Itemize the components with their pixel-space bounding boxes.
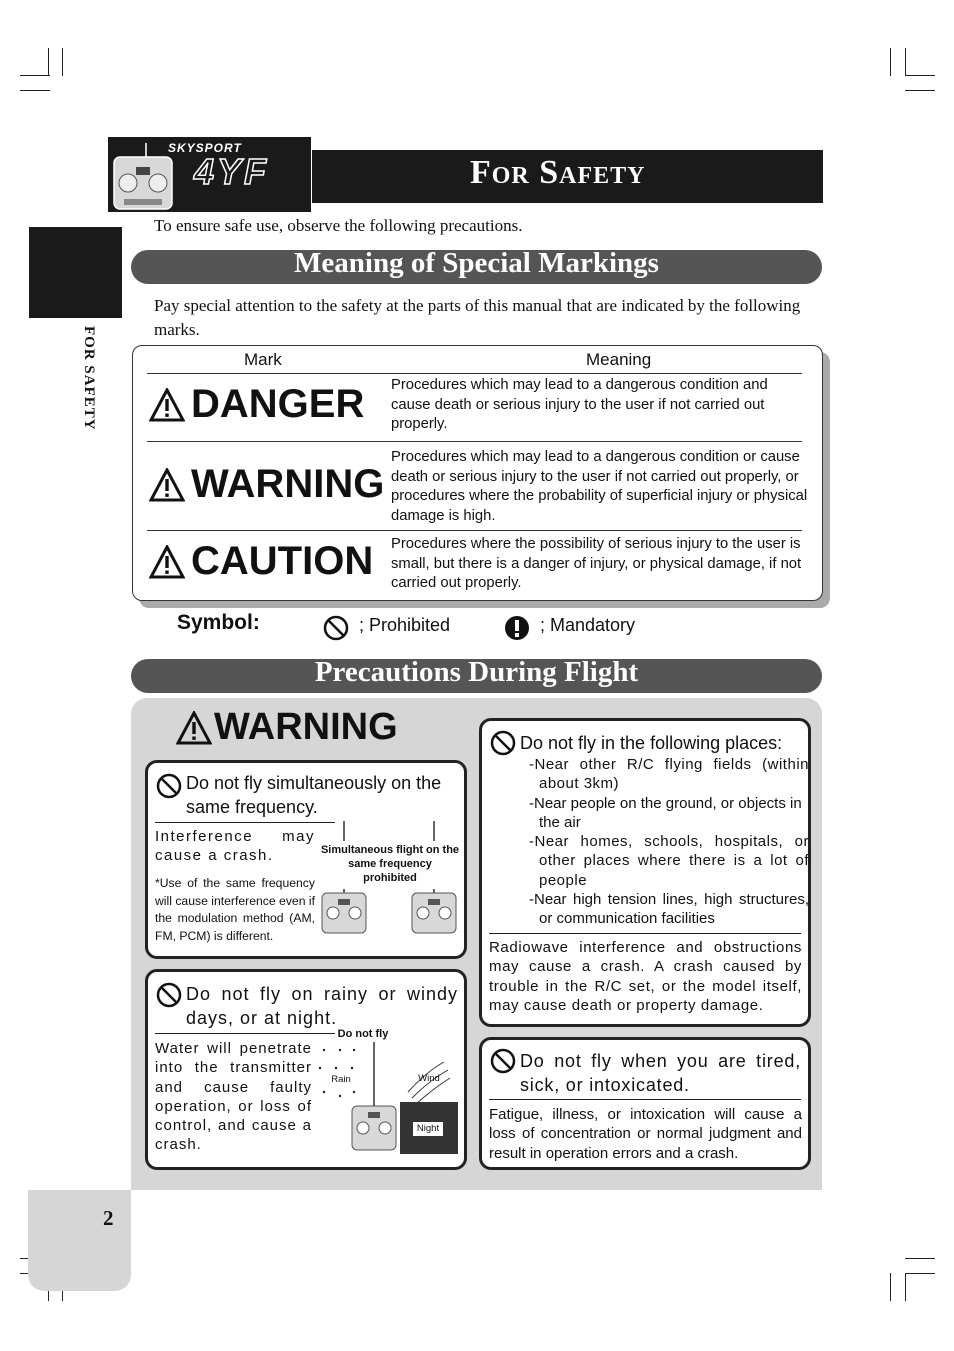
box3-body: Radiowave interference and obstructions may cause a crash. A crash caused by trouble in the R/C set, or the model itself, may cause death or property damage.	[489, 939, 802, 1014]
condition-box	[479, 1037, 811, 1170]
page-title: For Safety	[470, 154, 646, 191]
warning-triangle-icon	[176, 711, 212, 745]
illus-rain: Rain	[331, 1074, 351, 1085]
flight-warning-title	[176, 706, 398, 749]
side-label: FOR SAFETY	[81, 326, 97, 431]
section-title: Meaning of Special Markings	[294, 247, 659, 279]
box4-body: Fatigue, illness, or intoxication will cause a loss of concentration or normal judgment and result in operation errors and a crash.	[489, 1106, 802, 1162]
box3-item-1: -Near other R/C flying fields (within about 3km)	[529, 756, 809, 793]
brand-logo	[108, 137, 315, 212]
markings-table	[132, 345, 823, 601]
prohibited-icon	[490, 730, 516, 756]
caution-meaning: Procedures where the possibility of serious injury to the user is small, but there is a danger of injury, or physical damage, if not carried out properly.	[391, 536, 802, 591]
page-number: 2	[103, 1206, 114, 1230]
box1-heading: Do not fly simultaneously on the same frequency.	[186, 773, 442, 817]
mandatory-icon	[504, 615, 530, 641]
prohibited-icon	[323, 615, 349, 641]
side-tab	[29, 227, 122, 318]
illus-night: Night	[413, 1122, 443, 1136]
box4-heading: Do not fly when you are tired, sick, or intoxicated.	[520, 1051, 801, 1095]
places-box	[479, 718, 811, 1027]
box1-illustration-label: Simultaneous flight on the same frequency prohibited	[320, 844, 460, 884]
brand-small-text: SKYSPORT	[168, 141, 242, 155]
danger-mark	[149, 382, 364, 427]
weather-box	[145, 969, 467, 1170]
prohibited-icon	[490, 1048, 516, 1074]
prohibited-icon	[156, 982, 182, 1008]
box1-note: *Use of the same frequency will cause interference even if the modulation method (AM, FM, PCM) is different.	[155, 876, 315, 943]
page-tab	[28, 1190, 131, 1291]
brand-model-text: 4YF	[194, 151, 270, 192]
warning-meaning: Procedures which may lead to a dangerous condition or cause death or serious injury to the user if not carried out properly, or procedures where the probability of superficial injury or physical damage is high.	[391, 449, 808, 524]
illus-do-not-fly: Do not fly	[337, 1028, 389, 1040]
illus-wind: Wind	[418, 1073, 440, 1084]
box2-body: Water will penetrate into the transmitter and cause faulty operation, or loss of control, and cause a crash.	[155, 1040, 312, 1154]
box3-item-4: -Near high tension lines, high structures, or communication facilities	[529, 891, 809, 928]
section-title: Precautions During Flight	[314, 656, 639, 688]
same-frequency-box	[145, 760, 467, 959]
markings-paragraph: Pay special attention to the safety at the parts of this manual that are indicated by the following marks.	[154, 296, 801, 339]
warning-triangle-icon	[149, 545, 185, 579]
warning-triangle-icon	[149, 468, 185, 502]
danger-label: DANGER	[191, 382, 365, 426]
section-header-markings	[131, 247, 822, 284]
danger-meaning: Procedures which may lead to a dangerous condition and cause death or serious injury to the user if not carried out properly.	[391, 377, 768, 432]
prohibited-icon	[156, 773, 182, 799]
symbol-label: Symbol:	[177, 611, 260, 634]
warning-title-text: WARNING	[214, 706, 398, 748]
section-header-flight	[131, 656, 822, 693]
box1-body: Interference may cause a crash.	[155, 828, 315, 865]
box3-item-2: -Near people on the ground, or objects in the air	[529, 795, 802, 832]
caution-label: CAUTION	[191, 539, 374, 583]
weather-illustration	[316, 1042, 460, 1162]
box2-heading: Do not fly on rainy or windy days, or at night.	[186, 984, 458, 1028]
box3-item-3: -Near homes, schools, hospitals, or other places where there is a lot of people	[529, 833, 809, 889]
caution-mark	[149, 539, 373, 584]
prohibited-text: ; Prohibited	[359, 615, 451, 635]
column-header-mark: Mark	[244, 350, 282, 369]
warning-label: WARNING	[191, 462, 385, 506]
warning-triangle-icon	[149, 388, 185, 422]
intro-text: To ensure safe use, observe the following precautions.	[154, 216, 523, 235]
column-header-meaning: Meaning	[586, 350, 652, 369]
warning-mark	[149, 462, 384, 507]
mandatory-text: ; Mandatory	[540, 615, 636, 635]
box3-heading: Do not fly in the following places:	[520, 733, 783, 753]
